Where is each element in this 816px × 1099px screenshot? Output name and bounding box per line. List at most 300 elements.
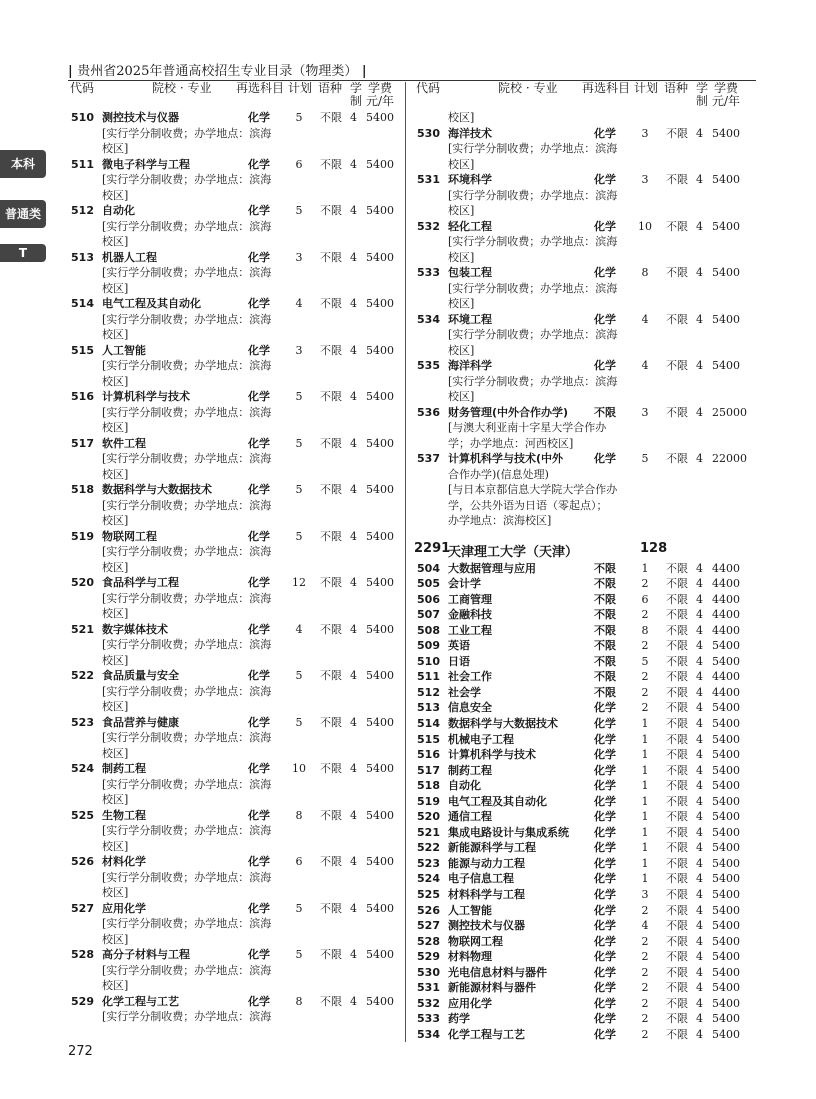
major-row [68,389,408,405]
major-entry [68,622,408,669]
major-name: 新能源科学与工程 [448,841,536,855]
major-lang: 不限 [320,576,342,589]
major-note: 校区] [102,188,129,202]
major-plan: 2 [641,934,649,948]
major-entry [414,172,754,219]
major-name: 生物工程 [102,808,146,822]
major-years: 4 [696,623,703,637]
major-fee: 5400 [712,887,740,901]
school-major-row [414,732,754,748]
major-row [68,994,408,1010]
left-column [68,82,408,1025]
major-years: 4 [350,297,357,310]
major-name: 应用化学 [448,996,492,1010]
major-fee: 5400 [366,715,394,729]
major-plan: 6 [295,855,303,868]
major-note: [实行学分制收费；办学地点：滨海 [102,173,272,186]
major-plan: 5 [295,204,303,217]
major-lang: 不限 [666,685,688,699]
major-name: 计算机科学与技术(中外 [448,452,564,465]
major-row [414,358,754,374]
major-lang: 不限 [320,111,342,124]
major-lang: 不限 [666,312,688,326]
major-code: 510 [417,654,440,668]
major-name: 材料化学 [102,855,146,868]
major-plan: 5 [641,654,649,668]
major-lang: 不限 [320,529,342,543]
major-subject: 化学 [594,841,616,855]
school-spacer [414,529,754,541]
major-fee: 5400 [712,981,740,995]
major-lang: 不限 [666,825,688,839]
major-note: [实行学分制收费；办学地点：滨海 [448,142,618,155]
major-note: 校区] [102,746,129,760]
major-years: 4 [696,716,703,730]
major-plan: 1 [641,561,649,575]
major-row [68,529,408,545]
major-lang: 不限 [666,701,688,715]
major-subject: 化学 [248,994,270,1008]
major-plan: 10 [292,762,306,775]
major-fee: 22000 [712,452,747,465]
major-name: 电气工程及其自动化 [448,794,547,808]
major-subject: 化学 [594,965,616,979]
major-subject: 化学 [248,669,270,682]
major-name: 测控技术与仪器 [102,111,179,124]
major-plan: 5 [295,669,303,682]
major-code: 517 [417,763,440,777]
major-note: 校区] [102,793,129,806]
major-plan: 2 [641,965,649,979]
major-plan: 2 [641,685,649,699]
major-name: 计算机科学与技术 [102,390,190,403]
major-years: 4 [350,901,357,915]
major-fee: 5400 [712,810,740,824]
header-years-b: 制 [350,94,363,108]
header-years [696,82,708,108]
major-years: 4 [696,1012,703,1026]
header-subject: 再选科目 [582,81,631,95]
major-subject: 化学 [594,887,616,901]
major-subject: 不限 [594,608,616,622]
major-note: 校区] [448,343,475,357]
major-fee: 4400 [712,561,740,575]
major-plan: 4 [641,359,649,372]
major-years: 4 [696,1027,703,1041]
major-name: 人工智能 [102,343,146,357]
major-lang: 不限 [666,1027,688,1041]
major-fee: 5400 [712,872,740,886]
major-code: 506 [417,592,440,606]
major-name: 工业工程 [448,623,492,637]
major-name: 数据科学与大数据技术 [448,716,558,730]
major-name: 海洋科学 [448,359,492,372]
major-fee: 5400 [712,732,740,746]
header-school-major: 院校 · 专业 [498,81,558,95]
major-name: 大数据管理与应用 [448,561,536,575]
major-name: 计算机科学与技术 [448,748,536,762]
major-entry [414,405,754,452]
header-plan: 计划 [634,81,659,95]
major-plan: 2 [641,981,649,995]
major-subject: 化学 [248,436,270,450]
major-name: 测控技术与仪器 [448,919,525,933]
major-years: 4 [696,887,703,901]
school-major-row [414,763,754,779]
major-fee: 5400 [366,669,394,682]
major-years: 4 [696,872,703,886]
major-name: 环境工程 [448,312,492,326]
major-years: 4 [696,405,703,419]
major-name: 软件工程 [102,436,146,450]
major-years: 4 [696,981,703,995]
major-fee: 4400 [712,685,740,699]
major-code: 514 [71,297,94,310]
major-years: 4 [350,111,357,124]
major-note: [实行学分制收费；办学地点：滨海 [102,591,272,605]
major-code: 512 [417,685,440,699]
major-years: 4 [696,903,703,917]
major-plan: 1 [641,748,649,762]
major-subject: 化学 [248,111,270,124]
major-code: 522 [417,841,440,855]
major-fee: 5400 [712,825,740,839]
major-name: 物联网工程 [102,529,157,543]
major-name: 轻化工程 [448,219,492,233]
major-row [68,575,408,591]
major-name: 会计学 [448,577,481,591]
major-code: 528 [71,948,94,961]
major-years: 4 [696,779,703,793]
major-fee: 5400 [712,965,740,979]
major-entry [68,436,408,483]
major-fee: 5400 [712,359,740,372]
major-subject: 化学 [594,825,616,839]
major-subject: 不限 [594,623,616,637]
major-plan: 1 [641,794,649,808]
major-entry [68,110,408,157]
major-subject: 化学 [594,701,616,715]
major-code: 513 [71,250,94,264]
major-code: 536 [417,405,440,419]
major-fee: 5400 [712,934,740,948]
major-code: 532 [417,996,440,1010]
major-code: 530 [417,965,440,979]
major-subject: 化学 [248,855,270,868]
major-years: 4 [696,266,703,279]
major-name: 光电信息材料与器件 [448,965,547,979]
major-subject: 化学 [594,934,616,948]
major-subject: 化学 [594,763,616,777]
school-major-row [414,903,754,919]
major-note: [实行学分制收费；办学地点：滨海 [448,328,618,341]
major-code: 525 [71,808,94,822]
major-plan: 2 [641,1027,649,1041]
major-note: 办学地点：滨海校区] [448,514,552,527]
major-entry [68,529,408,576]
major-subject: 化学 [594,1027,616,1041]
major-note: 校区] [102,653,129,667]
major-years: 4 [696,856,703,870]
major-subject: 化学 [248,390,270,403]
major-code: 517 [71,436,94,450]
school-major-row [414,638,754,654]
school-major-row [414,918,754,934]
major-lang: 不限 [320,715,342,729]
major-years: 4 [350,576,357,589]
major-name: 化学工程与工艺 [102,994,179,1008]
major-fee: 25000 [712,405,747,419]
major-code: 526 [417,903,440,917]
major-name: 日语 [448,654,470,668]
major-subject: 化学 [594,981,616,995]
major-name: 包装工程 [448,266,492,279]
header-subject: 再选科目 [236,81,285,95]
major-code: 519 [71,529,94,543]
major-name: 海洋技术 [448,126,492,140]
major-note: 校区] [102,607,129,620]
major-entry [68,994,408,1025]
major-code: 508 [417,623,440,637]
page-header: | 贵州省2025年普通高校招生专业目录（物理类） | [68,64,367,79]
major-entry [414,219,754,266]
major-note: 校区] [448,390,475,403]
major-plan: 2 [641,1012,649,1026]
major-lang: 不限 [320,901,342,915]
major-subject: 不限 [594,577,616,591]
major-code: 529 [417,950,440,964]
major-lang: 不限 [666,810,688,824]
major-plan: 5 [641,452,649,465]
major-entry [68,947,408,994]
major-note: 校区] [102,560,129,574]
header-fee [712,82,740,108]
header-lang: 语种 [318,81,343,95]
school-major-row [414,809,754,825]
major-years: 4 [350,948,357,961]
school-major-row [414,840,754,856]
major-subject: 化学 [594,856,616,870]
major-code: 523 [71,715,94,729]
major-lang: 不限 [666,126,688,140]
major-lang: 不限 [666,887,688,901]
school-major-row [414,825,754,841]
major-fee: 5400 [366,855,394,868]
major-code: 534 [417,1027,440,1041]
school-heading [414,541,754,561]
school-major-row [414,887,754,903]
header-code: 代码 [416,81,441,95]
major-name: 工商管理 [448,592,492,606]
major-code: 522 [71,669,94,682]
major-years: 4 [696,219,703,233]
major-code: 515 [417,732,440,746]
major-code: 531 [417,173,440,186]
major-plan: 10 [638,219,652,233]
school-major-row [414,949,754,965]
major-years: 4 [696,639,703,653]
major-note: 校区] [102,514,129,527]
major-note: 校区] [102,979,129,992]
major-plan: 8 [641,266,649,279]
major-years: 4 [350,390,357,403]
major-fee: 4400 [712,608,740,622]
major-fee: 5400 [712,639,740,653]
major-years: 4 [350,343,357,357]
major-code: 510 [71,111,94,124]
major-plan: 5 [295,948,303,961]
major-years: 4 [696,965,703,979]
major-subject: 化学 [248,157,270,171]
school-major-row [414,996,754,1012]
major-lang: 不限 [320,204,342,217]
major-row [414,219,754,235]
major-fee: 5400 [712,763,740,777]
major-lang: 不限 [666,1012,688,1026]
major-note: 校区] [102,374,129,388]
header-plan: 计划 [288,81,313,95]
major-name: 微电子科学与工程 [102,157,190,171]
major-code: 509 [417,639,440,653]
major-fee: 5400 [712,779,740,793]
major-subject: 化学 [594,359,616,372]
school-major-row [414,561,754,577]
major-row [414,451,754,467]
major-code: 523 [417,856,440,870]
school-major-row [414,778,754,794]
major-fee: 5400 [366,111,394,124]
major-plan: 2 [641,950,649,964]
major-lang: 不限 [666,903,688,917]
major-subject: 化学 [248,808,270,822]
major-entry [68,250,408,297]
major-code: 533 [417,1012,440,1026]
major-name: 食品质量与安全 [102,669,179,682]
major-years: 4 [696,561,703,575]
major-fee: 5400 [712,748,740,762]
major-lang: 不限 [320,343,342,357]
major-lang: 不限 [666,919,688,933]
major-lang: 不限 [666,794,688,808]
major-name: 金融科技 [448,608,492,622]
major-fee: 4400 [712,670,740,684]
major-subject: 化学 [248,948,270,961]
major-years: 4 [350,669,357,682]
school-major-row [414,965,754,981]
major-name: 食品科学与工程 [102,576,179,589]
major-lang: 不限 [320,808,342,822]
header-years-a: 学 [350,81,363,95]
major-fee: 5400 [712,841,740,855]
major-lang: 不限 [320,436,342,450]
major-name: 食品营养与健康 [102,715,179,729]
school-major-row [414,654,754,670]
major-note: [实行学分制收费；办学地点：滨海 [102,452,272,465]
major-lang: 不限 [666,763,688,777]
major-lang: 不限 [666,996,688,1010]
page-number: 272 [68,1044,93,1059]
major-subject: 不限 [594,592,616,606]
school-major-row [414,1011,754,1027]
major-plan: 5 [295,529,303,543]
major-code: 514 [417,716,440,730]
major-fee: 4400 [712,592,740,606]
major-years: 4 [696,608,703,622]
major-plan: 8 [295,994,303,1008]
major-fee: 5400 [712,919,740,933]
major-row [68,110,408,126]
major-lang: 不限 [666,654,688,668]
major-lang: 不限 [320,994,342,1008]
major-plan: 1 [641,825,649,839]
continued-note: 校区] [448,111,475,124]
major-fee: 5400 [712,312,740,326]
major-code: 518 [417,779,440,793]
major-name: 制药工程 [448,763,492,777]
major-note: 合作办学)(信息处理) [448,467,549,481]
major-name: 机械电子工程 [448,732,514,746]
major-lang: 不限 [320,157,342,171]
major-name: 自动化 [102,204,135,217]
major-lang: 不限 [666,856,688,870]
major-lang: 不限 [666,405,688,419]
major-code: 532 [417,219,440,233]
major-lang: 不限 [666,934,688,948]
school-major-row [414,1027,754,1043]
major-entry [414,358,754,405]
major-subject: 化学 [248,715,270,729]
major-note: [实行学分制收费；办学地点：滨海 [102,405,272,419]
school-major-row [414,934,754,950]
major-lang: 不限 [666,577,688,591]
page-title: 贵州省2025年普通高校招生专业目录（物理类） [77,64,358,79]
major-fee: 5400 [366,250,394,264]
major-plan: 3 [641,887,649,901]
major-subject: 不限 [594,639,616,653]
major-years: 4 [696,919,703,933]
major-plan: 2 [641,639,649,653]
right-column [414,82,754,1042]
major-fee: 5400 [366,343,394,357]
major-note: 校区] [102,235,129,248]
major-code: 527 [417,919,440,933]
major-subject: 化学 [594,996,616,1010]
major-plan: 1 [641,732,649,746]
major-note: 校区] [102,839,129,853]
major-fee: 5400 [366,157,394,171]
major-years: 4 [696,312,703,326]
major-lang: 不限 [320,762,342,775]
major-years: 4 [350,529,357,543]
major-fee: 5400 [712,903,740,917]
major-subject: 化学 [594,919,616,933]
major-row [68,668,408,684]
major-note: [实行学分制收费；办学地点：滨海 [102,126,272,140]
major-entry [68,901,408,948]
major-years: 4 [350,483,357,496]
header-code: 代码 [70,81,95,95]
major-years: 4 [696,592,703,606]
major-note: 校区] [102,281,129,295]
major-plan: 3 [641,126,649,140]
major-years: 4 [696,670,703,684]
major-name: 应用化学 [102,901,146,915]
major-entry [68,389,408,436]
major-entry [414,126,754,173]
major-code: 526 [71,855,94,868]
major-note: 校区] [102,421,129,434]
major-row [414,172,754,188]
